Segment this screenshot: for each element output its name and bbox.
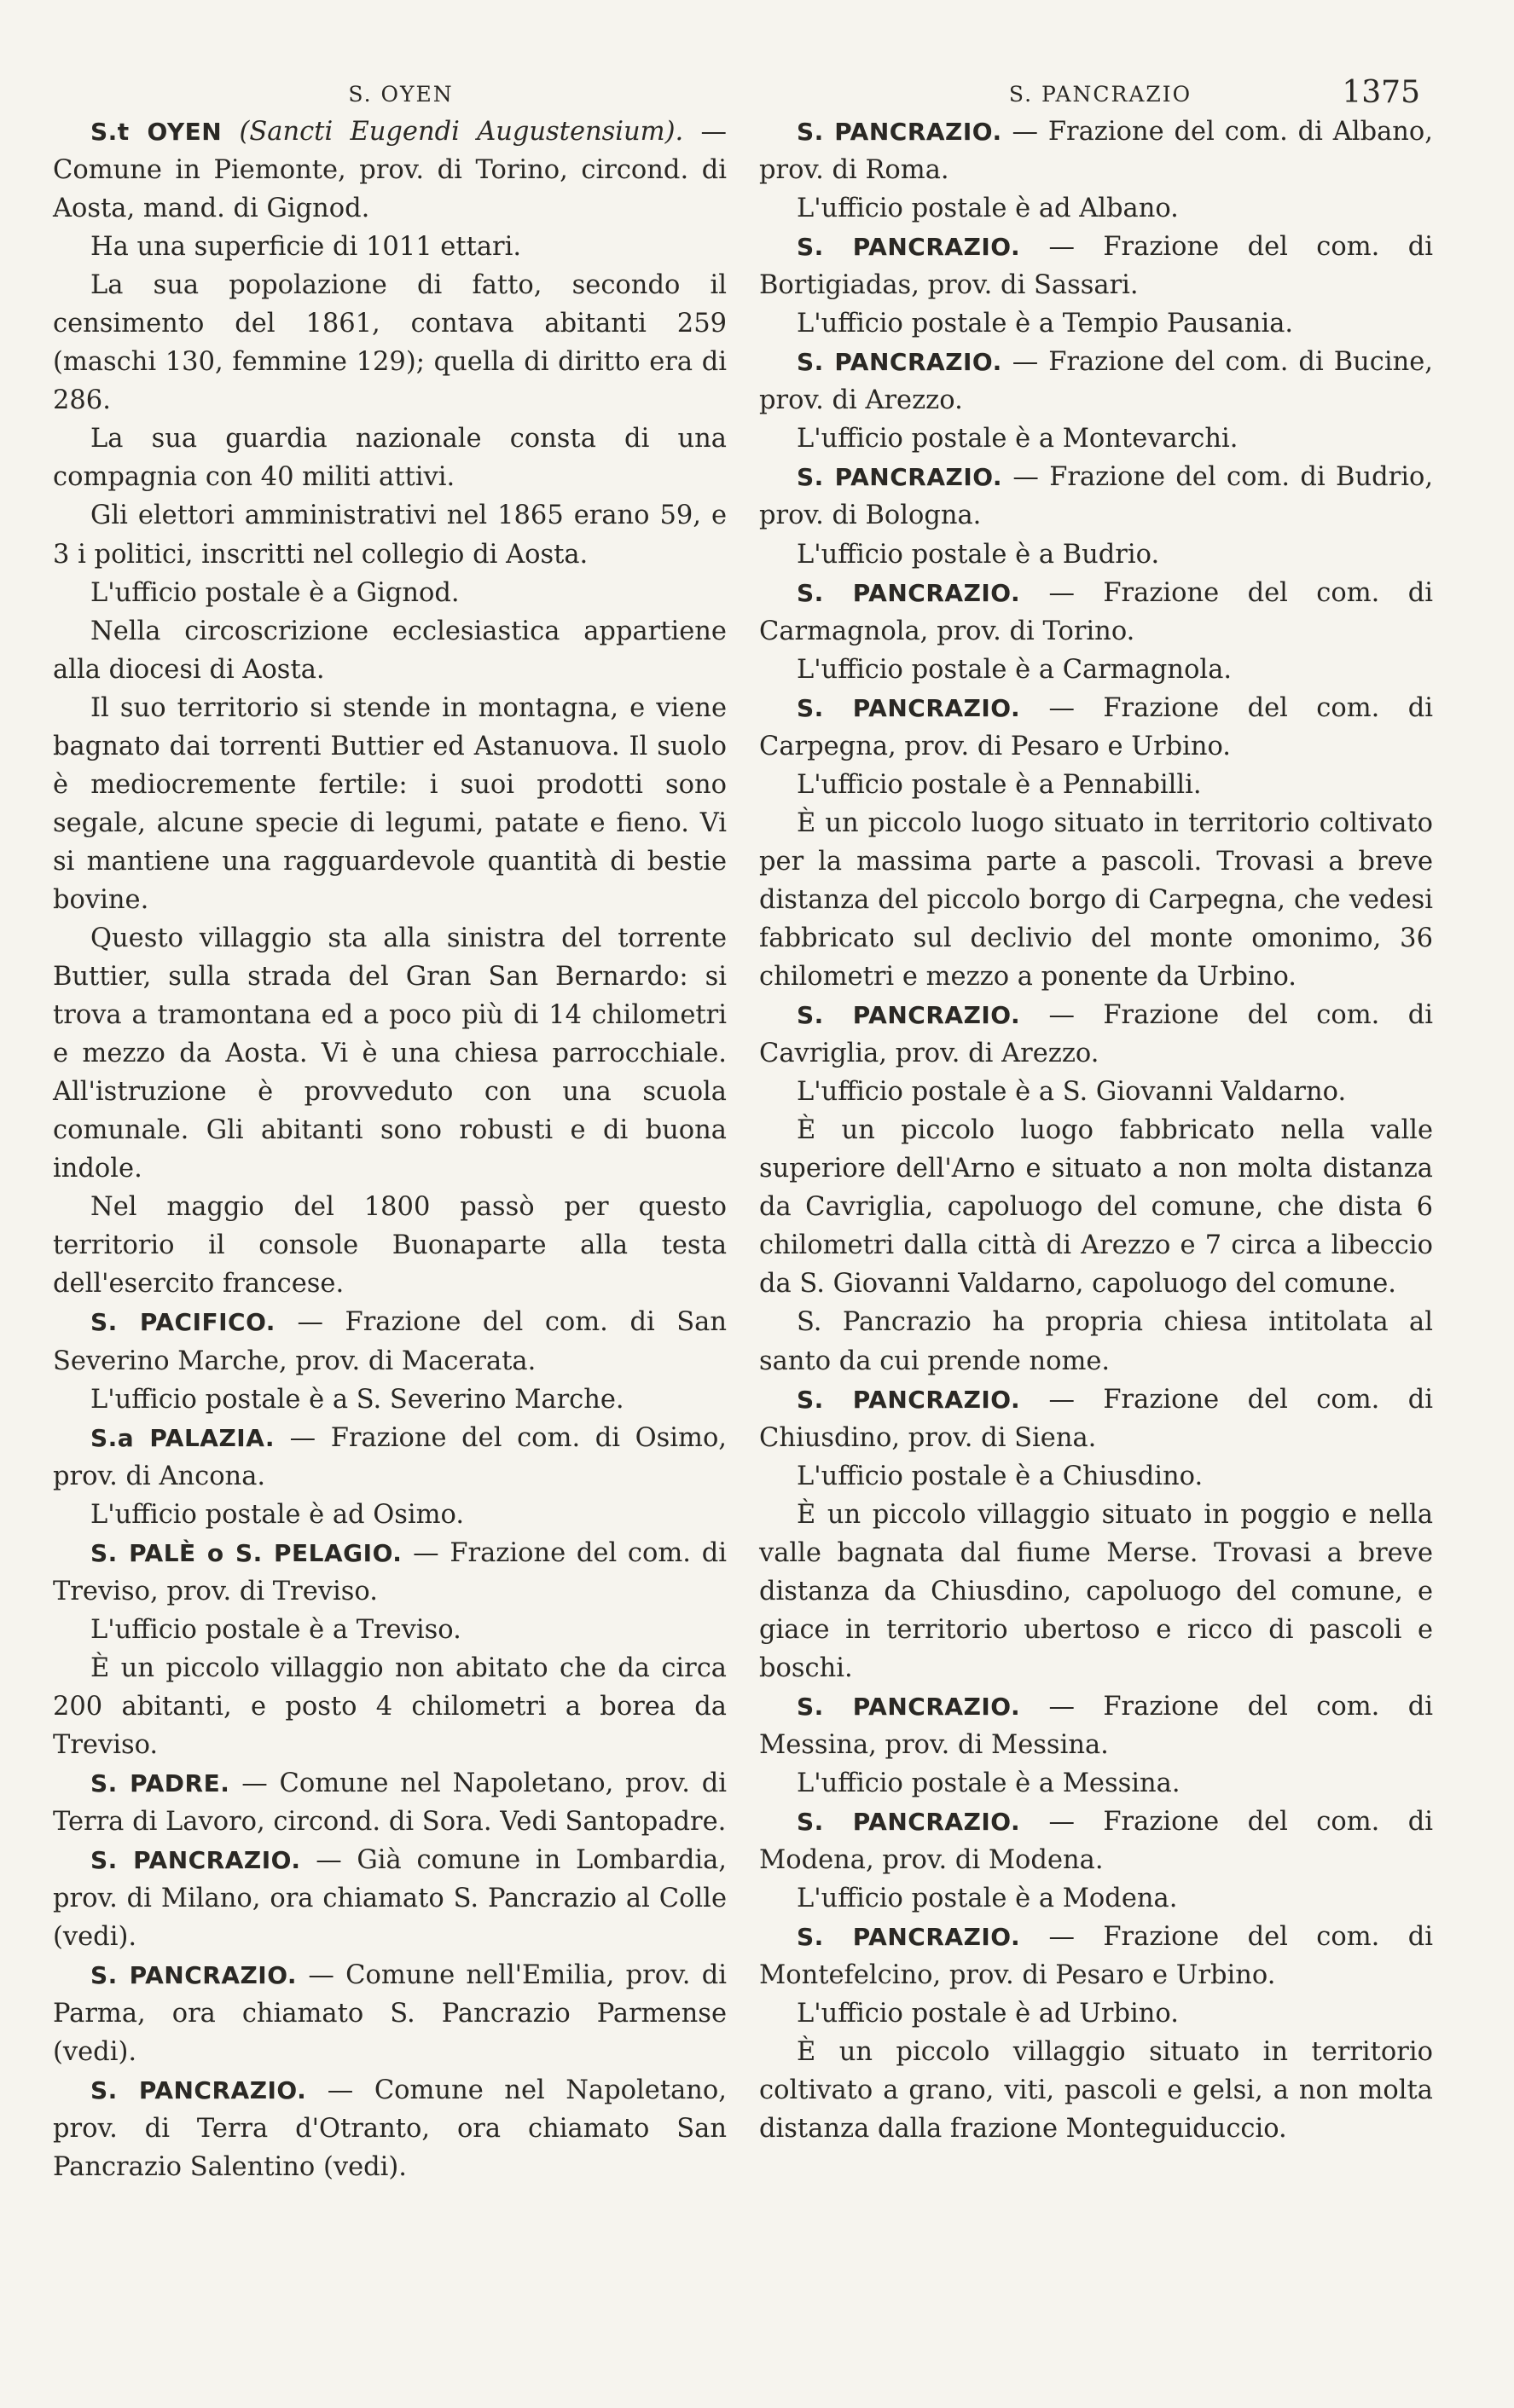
paragraph-text: Nel maggio del 1800 passò per questo territorio il console Buonaparte alla testa dell'esercito francese. bbox=[53, 1192, 727, 1300]
paragraph-text: L'ufficio postale è a Carmagnola. bbox=[797, 654, 1233, 685]
entry-paragraph bbox=[53, 1419, 727, 1496]
entry-paragraph bbox=[759, 1918, 1433, 1994]
entry-headword: S. PADRE. bbox=[90, 1769, 230, 1798]
paragraph-text: — Frazione del com. di Chiusdino, prov. di Siena. bbox=[759, 1384, 1433, 1453]
paragraph-text: — Frazione del com. di San Severino Marche, prov. di Macerata. bbox=[53, 1307, 728, 1376]
entry-paragraph bbox=[759, 1381, 1433, 1457]
paragraph-text: L'ufficio postale è a Budrio. bbox=[797, 539, 1160, 570]
text-paragraph bbox=[53, 612, 727, 689]
paragraph-text: — Frazione del com. di Bucine, prov. di Arezzo. bbox=[759, 347, 1433, 416]
text-paragraph bbox=[759, 1994, 1433, 2033]
text-paragraph bbox=[759, 2033, 1433, 2148]
text-paragraph bbox=[53, 266, 727, 420]
entry-paragraph bbox=[759, 996, 1433, 1073]
paragraph-text: L'ufficio postale è a Pennabilli. bbox=[797, 769, 1202, 800]
entry-paragraph bbox=[53, 1534, 727, 1611]
text-paragraph bbox=[53, 228, 727, 266]
entry-paragraph bbox=[53, 1764, 727, 1841]
paragraph-text: Nella circoscrizione ecclesiastica appartiene alla diocesi di Aosta. bbox=[53, 616, 727, 685]
paragraph-text: L'ufficio postale è a Messina. bbox=[797, 1768, 1180, 1799]
text-paragraph bbox=[53, 1188, 727, 1303]
paragraph-text: È un piccolo luogo situato in territorio coltivato per la massima parte a pascoli. Trovasi a breve distanza del piccolo borgo di Carpegna, che vedesi fabbricato sul declivio del monte omonimo, 36 chilometri e mezzo a ponente da Urbino. bbox=[759, 807, 1433, 993]
entry-paragraph bbox=[759, 458, 1433, 535]
entry-headword: S. PANCRAZIO. bbox=[797, 578, 1021, 607]
paragraph-text: È un piccolo villaggio situato in poggio e nella valle bagnata dal fiume Merse. Trovasi a breve distanza da Chiusdino, capoluogo del comune, e giace in territorio ubertoso e ricco di pascoli e boschi. bbox=[759, 1499, 1433, 1683]
entry-headword: S. PANCRAZIO. bbox=[797, 1808, 1021, 1837]
latin-name: (Sancti Eugendi Augustensium). bbox=[239, 117, 684, 147]
text-paragraph bbox=[53, 1381, 727, 1419]
entry-headword: S. PANCRAZIO. bbox=[797, 1385, 1021, 1414]
paragraph-text: — Comune nell'Emilia, prov. di Parma, ora chiamato S. Pancrazio Parmense (vedi). bbox=[53, 1960, 727, 2068]
text-paragraph bbox=[53, 919, 727, 1188]
paragraph-text: L'ufficio postale è a Treviso. bbox=[90, 1614, 461, 1645]
paragraph-text: — Frazione del com. di Carmagnola, prov. di Torino. bbox=[759, 577, 1433, 646]
entry-headword: S.a PALAZIA. bbox=[90, 1423, 276, 1452]
entry-headword: S.t OYEN bbox=[90, 118, 223, 146]
entry-headword: S. PANCRAZIO. bbox=[797, 1001, 1021, 1030]
right-column bbox=[759, 113, 1433, 2148]
paragraph-text: — Frazione del com. di Montefelcino, prov. di Pesaro e Urbino. bbox=[759, 1922, 1433, 1991]
text-paragraph bbox=[759, 1303, 1433, 1380]
entry-paragraph bbox=[759, 343, 1433, 420]
paragraph-text: L'ufficio postale è ad Urbino. bbox=[797, 1999, 1179, 2029]
text-paragraph bbox=[759, 1111, 1433, 1303]
text-paragraph bbox=[53, 1496, 727, 1534]
paragraph-text: L'ufficio postale è a Chiusdino. bbox=[797, 1461, 1204, 1491]
running-head-right: S. PANCRAZIO bbox=[1008, 82, 1192, 107]
paragraph-text: — Frazione del com. di Budrio, prov. di Bologna. bbox=[759, 462, 1434, 531]
entry-headword: S. PANCRAZIO. bbox=[797, 348, 1002, 377]
paragraph-text: — Frazione del com. di Osimo, prov. di Ancona. bbox=[53, 1422, 728, 1491]
entry-paragraph bbox=[53, 1303, 727, 1380]
entry-headword: S. PANCRAZIO. bbox=[797, 1923, 1021, 1952]
paragraph-text: L'ufficio postale è a S. Giovanni Valdarno. bbox=[797, 1077, 1347, 1108]
text-paragraph bbox=[53, 1611, 727, 1649]
paragraph-text: L'ufficio postale è a Montevarchi. bbox=[797, 424, 1238, 454]
text-paragraph bbox=[759, 535, 1433, 574]
paragraph-text: L'ufficio postale è a Modena. bbox=[797, 1884, 1178, 1914]
paragraph-text: È un piccolo villaggio situato in territorio coltivato a grano, viti, pascoli e gelsi, a non molta distanza dalla frazione Monteguiduccio. bbox=[759, 2037, 1433, 2145]
entry-paragraph bbox=[759, 1687, 1433, 1764]
text-paragraph bbox=[53, 496, 727, 573]
paragraph-text: — Frazione del com. di Treviso, prov. di Treviso. bbox=[53, 1537, 727, 1606]
text-paragraph bbox=[53, 420, 727, 496]
entry-paragraph bbox=[53, 1956, 727, 2071]
entry-paragraph bbox=[759, 574, 1433, 651]
text-paragraph bbox=[759, 304, 1433, 343]
text-paragraph bbox=[759, 1457, 1433, 1496]
text-paragraph bbox=[759, 1073, 1433, 1111]
text-paragraph bbox=[759, 420, 1433, 458]
entry-paragraph bbox=[759, 228, 1433, 304]
text-paragraph bbox=[759, 766, 1433, 804]
entry-headword: S. PANCRAZIO. bbox=[797, 693, 1021, 722]
paragraph-text: La sua popolazione di fatto, secondo il censimento del 1861, contava abitanti 259 (maschi 130, femmine 129); quella di diritto era di 286. bbox=[53, 270, 727, 416]
entry-headword: S. PANCRAZIO. bbox=[797, 463, 1003, 492]
text-paragraph bbox=[53, 689, 727, 919]
text-paragraph bbox=[759, 651, 1433, 689]
text-paragraph bbox=[759, 189, 1433, 228]
entry-paragraph bbox=[759, 1803, 1433, 1879]
paragraph-text: S. Pancrazio ha propria chiesa intitolata al santo da cui prende nome. bbox=[759, 1307, 1433, 1376]
entry-paragraph bbox=[53, 1841, 727, 1956]
entry-headword: S. PANCRAZIO. bbox=[797, 118, 1002, 146]
paragraph-text: L'ufficio postale è ad Albano. bbox=[797, 194, 1179, 224]
page-number: 1375 bbox=[1342, 75, 1420, 110]
paragraph-text: È un piccolo villaggio non abitato che da circa 200 abitanti, e posto 4 chilometri a borea da Treviso. bbox=[53, 1653, 727, 1760]
paragraph-text: — Comune in Piemonte, prov. di Torino, circond. di Aosta, mand. di Gignod. bbox=[53, 117, 727, 224]
paragraph-text: — Già comune in Lombardia, prov. di Milano, ora chiamato S. Pancrazio al Colle (vedi). bbox=[53, 1845, 727, 1953]
entry-headword: S. PANCRAZIO. bbox=[797, 233, 1021, 262]
entry-headword: S. PANCRAZIO. bbox=[90, 1846, 301, 1875]
text-paragraph bbox=[759, 1764, 1433, 1803]
left-column bbox=[53, 113, 727, 2187]
paragraph-text: — Comune nel Napoletano, prov. di Terra di Lavoro, circond. di Sora. Vedi Santopadre. bbox=[53, 1768, 727, 1838]
paragraph-text: — Frazione del com. di Albano, prov. di Roma. bbox=[759, 117, 1433, 186]
paragraph-text: — Comune nel Napoletano, prov. di Terra d'Otranto, ora chiamato San Pancrazio Salentino (vedi). bbox=[53, 2075, 727, 2183]
running-head-left: S. OYEN bbox=[348, 82, 454, 107]
paragraph-text: Il suo territorio si stende in montagna, e viene bagnato dai torrenti Buttier ed Astanuova. Il suolo è mediocremente fertile: i suoi prodotti sono segale, alcune specie di legumi, patate e fieno. Vi si mantiene una ragguardevole quantità di bestie bovine. bbox=[53, 692, 727, 915]
entry-headword: S. PANCRAZIO. bbox=[90, 1961, 298, 1990]
paragraph-text: L'ufficio postale è a Gignod. bbox=[90, 577, 460, 608]
paragraph-text: — Frazione del com. di Bortigiadas, prov. di Sassari. bbox=[759, 232, 1433, 301]
paragraph-text: L'ufficio postale è ad Osimo. bbox=[90, 1499, 465, 1530]
paragraph-text: — Frazione del com. di Carpegna, prov. di Pesaro e Urbino. bbox=[759, 692, 1433, 761]
text-paragraph bbox=[759, 804, 1433, 996]
text-paragraph bbox=[759, 1496, 1433, 1687]
paragraph-text: Ha una superficie di 1011 ettari. bbox=[90, 232, 522, 263]
paragraph-text: La sua guardia nazionale consta di una compagnia con 40 militi attivi. bbox=[53, 424, 727, 493]
paragraph-text: — Frazione del com. di Messina, prov. di Messina. bbox=[759, 1691, 1433, 1760]
paragraph-text: Questo villaggio sta alla sinistra del torrente Buttier, sulla strada del Gran San Bernardo: si trova a tramontana ed a poco più di 14 chilometri e mezzo da Aosta. Vi è una chiesa parrocchiale. All'istruzione è provveduto con una scuola comunale. Gli abitanti sono robusti e di buona indole. bbox=[53, 923, 727, 1184]
paragraph-text: L'ufficio postale è a S. Severino Marche. bbox=[90, 1384, 624, 1415]
entry-headword: S. PACIFICO. bbox=[90, 1308, 276, 1337]
entry-paragraph bbox=[759, 113, 1433, 189]
entry-paragraph bbox=[53, 2071, 727, 2186]
paragraph-text: È un piccolo luogo fabbricato nella valle superiore dell'Arno e situato a non molta distanza da Cavriglia, capoluogo del comune, che dista 6 chilometri dalla città di Arezzo e 7 circa a libeccio da S. Giovanni Valdarno, capoluogo del comune. bbox=[759, 1115, 1433, 1300]
text-paragraph bbox=[53, 574, 727, 612]
paragraph-text: — Frazione del com. di Cavriglia, prov. di Arezzo. bbox=[759, 1000, 1433, 1069]
text-paragraph bbox=[759, 1879, 1433, 1918]
paragraph-text: Gli elettori amministrativi nel 1865 erano 59, e 3 i politici, inscritti nel collegio di Aosta. bbox=[53, 501, 727, 570]
entry-headword: S. PANCRAZIO. bbox=[797, 1692, 1021, 1721]
entry-paragraph bbox=[759, 689, 1433, 766]
entry-paragraph bbox=[53, 113, 727, 228]
paragraph-text: L'ufficio postale è a Tempio Pausania. bbox=[797, 309, 1294, 339]
entry-headword: S. PANCRAZIO. bbox=[90, 2076, 307, 2105]
entry-headword: S. PALÈ o S. PELAGIO. bbox=[90, 1538, 403, 1567]
paragraph-text: — Frazione del com. di Modena, prov. di Modena. bbox=[759, 1807, 1433, 1876]
text-paragraph bbox=[53, 1649, 727, 1764]
